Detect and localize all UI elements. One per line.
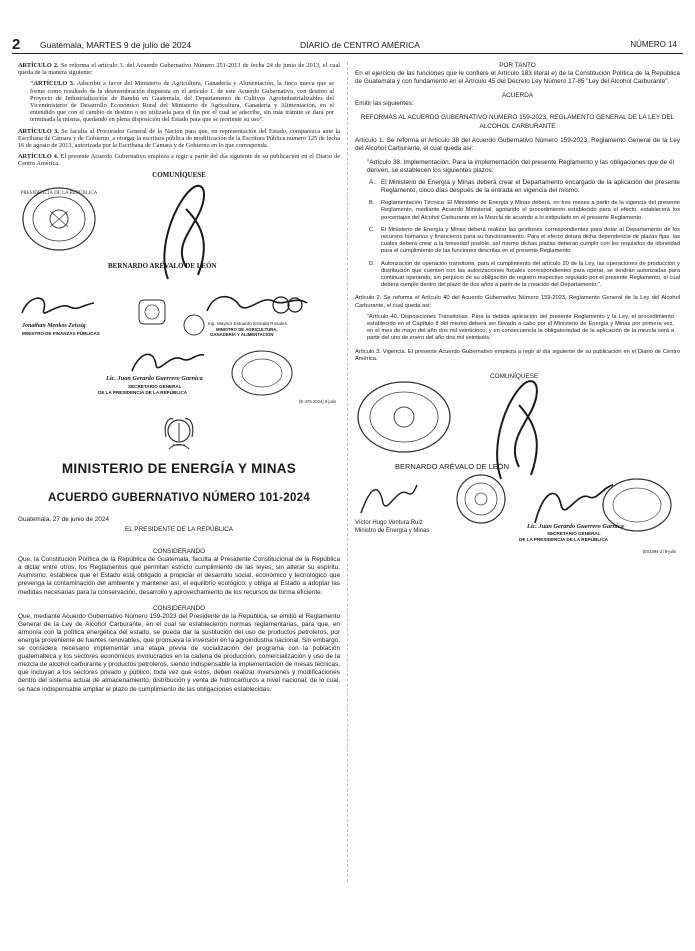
article-2-paragraph: ARTÍCULO 2. Se reforma el artículo 3. del Acuerdo Gubernativo Número 251-2013 de fecha 24 de junio de 2013, el cual queda de la manera siguiente: — [18, 62, 340, 77]
emitir-line: Emitir las siguientes: — [355, 100, 414, 108]
article-40-paragraph: "Artículo 40. Disposiciones Transitorias. Para la debida aplicación del presente Reglamento y la Ley, el procedimiento establecido en el Capítulo II del mismo deberá ser llevado a cabo por el Ministerio de Energía y Minas por primera vez, en el mes de mayo del año dos mil veinticinco, y en consecuencia la obligatoriedad de la aplicación de la mezcla será a partir del uno de enero del año dos mil veintiséis. — [367, 313, 674, 342]
acuerda-heading: ACUERDA — [501, 92, 534, 100]
acuerdo-title: ACUERDO GUBERNATIVO NÚMERO 101-2024 — [47, 491, 311, 504]
finance-minister-name: Jonathan Menkos Zeissig — [22, 322, 86, 329]
president-signature-block — [18, 179, 340, 291]
coat-of-arms-icon — [161, 413, 197, 453]
secretary-name: Lic. Juan Gerardo Guerrero Garnica — [106, 374, 203, 382]
president-name: BERNARDO ARÉVALO DE LEÓN — [108, 261, 217, 270]
por-tanto-paragraph: En el ejercicio de las funciones que le confiere el Artículo 183 literal e) de la Constitución Política de la República de Guatemala y con fundamento en el Artículo 45 del Decreto Ley Número 17-85 "Ley del Alcohol Carburante". — [355, 70, 680, 86]
minister-name: Víctor Hugo Ventura Ruiz — [355, 520, 423, 527]
comuniquese-label: COMUNÍQUESE — [152, 170, 206, 179]
comuniquese-label: COMUNÍQUESE — [490, 373, 539, 381]
considerando-paragraph-1: Que, la Constitución Política de la República de Guatemala, faculta al Presidente Constitucional de la República a dictar entre otros, los Reglamentos que permitan estricto cumplimiento de las leyes, sin alterar su espíritu. Asimismo, establece que el Estado está obligado a propiciar el desarrollo social, económico y tecnológico que prevenga la contaminación del ambiente y mantener así, el equilibrio ecológico; y obliga al Estado a adoptar las medidas necesarias para la conservación, desarrollo y aprovechamiento de los recursos de forma eficiente. — [18, 556, 340, 596]
right-signature-block — [355, 367, 680, 597]
agriculture-minister-name: Ing. Maynor Estuardo Estrada Rosales — [208, 320, 287, 326]
article-2-paragraph: Artículo 2. Se reforma el Artículo 40 del Acuerdo Gubernativo Número 159-2023, Reglamento General de la Ley del Alcohol Carburante, el cual queda así: — [355, 295, 680, 309]
svg-text:PRESIDENCIA DE LA REPÚBLICA: PRESIDENCIA DE LA REPÚBLICA — [20, 190, 98, 196]
article-3-paragraph: ARTÍCULO 3. Se faculta al Procurador General de la Nación para que, en representación del Estado, comparezca ante la Escribana de Cámara y de Gobierno, a otorgar la escritura pública de modificación de la Escritura Pública número 125 de fecha 16 de agosto de 2013, autorizada por la Escribana de Cámara y de Gobierno en lo que corresponda. — [18, 127, 341, 150]
considerando-heading-2: CONSIDERANDO — [152, 604, 206, 612]
article-3-quote-paragraph: "ARTÍCULO 3. Adscribir a favor del Ministerio de Agricultura, Ganadería y Alimentación, la finca nueva que se forme como resultado de la desmembración dispuesta en el artículo 1. de este Acuerdo Gubernativo, con destino al Proyecto de Industrialización de Bambú en Guatemala, del Departamento de Cultivos Agroindustrializables del Viceministerio de Desarrollo Económico Rural del Ministerio de Agricultura, Ganadería y Alimentación, en el entendido que con el cambio de destino o no utilizarla para el fin por el cual se adscribe, sin más trámite se dará por terminada la misma, quedando en plena disposición del Estado para que se reoriente su uso". — [30, 80, 335, 124]
article-4-paragraph: ARTÍCULO 4. El presente Acuerdo Gubernativo empieza a regir a partir del día siguiente de su publicación en el Diario de Centro América. — [18, 153, 341, 168]
secretary-title-2: DE LA PRESIDENCIA DE LA REPÚBLICA — [519, 537, 609, 543]
president-signature-scribble — [146, 179, 226, 289]
list-item: B. Reglamentación Técnica: El Ministerio de Energía y Minas deberá, en tres meses a partir de la vigencia del presente Reglamento, mediante Acuerdo Ministerial, agotando el procedimiento establecido para el efecto, establecerá los porcentajes del Alcohol Carburante en la Mezcla de acuerdo a lo estipulado en el presente Reglamento. — [369, 200, 680, 221]
header-paper-name: DIARIO de CENTRO AMÉRICA — [300, 40, 420, 50]
finance-minister-signature-scribble — [18, 291, 98, 325]
finance-minister-title: MINISTRO DE FINANZAS PÚBLICAS — [22, 330, 100, 336]
secretary-presidency-seal-icon — [230, 349, 294, 397]
secretary-signature-block — [18, 345, 340, 411]
page-number: 2 — [12, 36, 21, 53]
left-column — [18, 62, 340, 698]
right-column — [355, 62, 680, 597]
por-tanto-heading: POR TANTO — [499, 62, 536, 69]
considerando-heading-1: CONSIDERANDO — [152, 548, 206, 556]
secretary-title-2: DE LA PRESIDENCIA DE LA REPÚBLICA — [98, 389, 188, 395]
energy-ministry-seal-icon — [455, 473, 507, 525]
ministers-signature-block — [18, 291, 340, 345]
reference-code: (E01494-2) 9-julio — [642, 549, 676, 555]
coat-of-arms-block — [18, 411, 340, 461]
minister-signature-scribble — [357, 479, 419, 519]
secretary-signature-scribble — [126, 345, 206, 379]
article-3-paragraph: Artículo 3. Vigencia. El presente Acuerdo Gubernativo empieza a regir al día siguiente de su publicación en el Diario de Centro América. — [355, 348, 680, 362]
minister-title: Ministro de Energía y Minas — [355, 528, 430, 535]
reference-code: (E-475-2024) 9-julio — [298, 398, 336, 404]
header-divider — [12, 53, 683, 54]
page-header — [0, 0, 695, 53]
header-date: Guatemala, MARTES 9 de julio de 2024 — [40, 40, 192, 50]
agriculture-ministry-seal-icon — [183, 313, 205, 337]
agriculture-minister-signature-scribble — [203, 291, 313, 319]
list-item: C. El Ministerio de Energía y Minas deberá realizar las gestiones correspondientes para dotar al Departamento de los recursos humanos y financieros para su funcionamiento. Para el efecto dotará dicha dependencia de plazas fijas; las cuales deberá crear a la brevedad posible, así mismo dichas plazas deberán cumplir con los requisitos de idoneidad para el cumplimiento de las funciones descritas en el presente Reglamento. — [369, 226, 680, 255]
header-issue-number: NÚMERO 14 — [630, 40, 677, 49]
secretary-title-1: SECRETARIO GENERAL — [547, 531, 601, 537]
column-divider — [347, 62, 348, 882]
presidency-seal-icon — [20, 185, 98, 253]
article-38-paragraph: "Artículo 38. Implementación. Para la implementación del presente Reglamento y las obligaciones que de él deriven, se establecen los siguientes plazos: — [367, 158, 674, 174]
presidency-seal-icon — [355, 379, 453, 455]
place-date: Guatemala, 27 de junio de 2024 — [18, 515, 109, 523]
finance-ministry-seal-icon — [138, 299, 166, 325]
secretary-name: Lic. Juan Gerardo Guerrero Garnica — [527, 523, 624, 531]
list-item: D. Autorización de operación transitoria: para el cumplimiento del artículo 20 de la Ley, las operaciones de producción y distribución que cuenten con las autorizaciones fiscales correspondientes para operar, se tendrán autorizadas para continuar operando, sin perjuicio de su obligación de registro respectivo regulado por el presente Reglamento, el cual deberá cumplir dentro del plazo de dos años a partir de la creación del Departamento.". — [369, 260, 680, 289]
agriculture-minister-title-1: MINISTRO DE AGRICULTURA, — [216, 326, 278, 332]
agriculture-minister-title-2: GANADERÍA Y ALIMENTACIÓN — [210, 331, 274, 337]
article-1-paragraph: Artículo 1. Se reforma el Artículo 38 del Acuerdo Gubernativo Número 159-2023, Reglamento General de la Ley del Alcohol Carburante, el cual queda así: — [355, 136, 680, 152]
president-name: BERNARDO ARÉVALO DE LEÓN — [395, 462, 510, 472]
list-item: A. El Ministerio de Energía y Minas deberá crear el Departamento encargado de la aplicación del presente Reglamento, cinco días después de la entrada en vigencia del mismo. — [369, 179, 680, 195]
reformas-title: REFORMAS AL ACUERDO GUBERNATIVO NÚMERO 159-2023, REGLAMENTO GENERAL DE LA LEY DEL ALCOHOL CARBURANTE — [360, 114, 675, 130]
secretary-title-1: SECRETARIO GENERAL — [128, 383, 182, 389]
considerando-paragraph-2: Que, mediante Acuerdo Gubernativo Número 159-2023 del Presidente de la República, se emitió el Reglamento General de la Ley de Alcohol Carburante, en el cual se establecieron normas reglamentarias, para que, en armonía con la política energética del estado, se pueda dar la sustitución del uso de productos petroleros, por energía proveniente de fuentes renovables, que promueva la inversión en la agroindustria nacional. Sin embargo, se considera necesario implementar una etapa previa de socialización del programa con la población guatemalteca y los sectores económicos involucrados en la cadena de producción, comercialización y uso de la mezcla de alcohol carburante y productos petroleros, siendo indispensable la implementación de mesas técnicas, que incluyan a los sectores privado y público; toda vez que estos, deben realizar inversiones y modificaciones dentro del sistema actual de almacenamiento, distribución y venta de hidrocarburos a nivel nacional; de lo cual, se hace indispensable ampliar el plazo de cumplimiento de las obligaciones establecidas. — [18, 612, 340, 693]
ministry-title: MINISTERIO DE ENERGÍA Y MINAS — [61, 460, 297, 476]
presidente-heading: EL PRESIDENTE DE LA REPÚBLICA — [124, 525, 234, 533]
